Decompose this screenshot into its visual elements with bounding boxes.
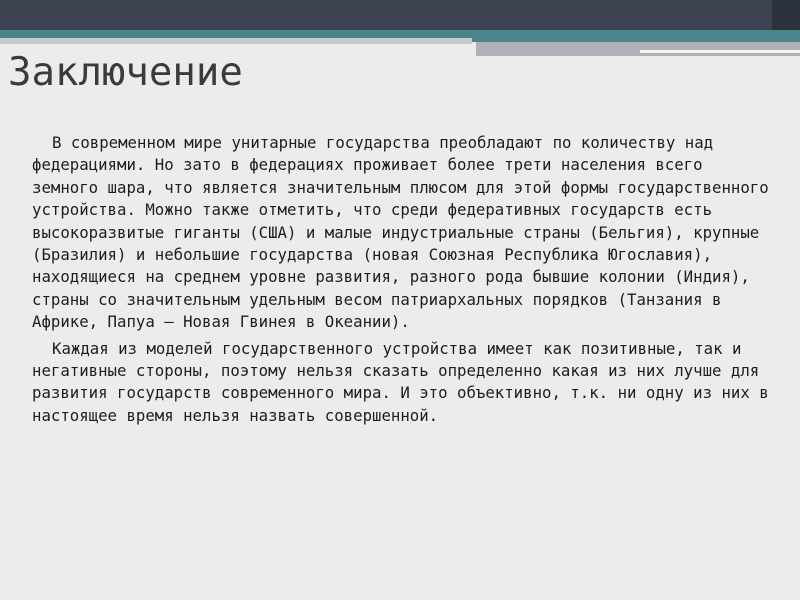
header-corner-shade [772, 0, 800, 34]
paragraph-1: В современном мире унитарные государства преобладают по количеству над федерациями. Но зато в федерациях проживает более трети населения всего земного шара, что является значительным плюсом для этой формы государственного устройства. Можно также отметить, что среди федеративных государств есть высокоразвитые гиганты (США) и малые индустриальные страны (Бельгия), крупные (Бразилия) и небольшие государства (новая Союзная Республика Югославия), находящиеся на среднем уровне развития, разного рода бывшие колонии (Индия), страны со значительным удельным весом патриархальных порядков (Танзания в Африке, Папуа – Новая Гвинея в Океании). [32, 133, 769, 332]
paragraph-2: Каждая из моделей государственного устройства имеет как позитивные, так и негативные стороны, поэтому нельзя сказать определенно какая из них лучше для развития государств современного мира. И это объективно, т.к. ни одну из них в настоящее время нельзя назвать совершенной. [32, 338, 769, 425]
header-grey-strip [476, 42, 800, 56]
slide-body [32, 132, 770, 431]
header-light-strip [0, 38, 472, 44]
header-dark-band [0, 0, 800, 30]
header-highlight-line [640, 50, 800, 53]
slide-title: Заключение [8, 50, 243, 95]
